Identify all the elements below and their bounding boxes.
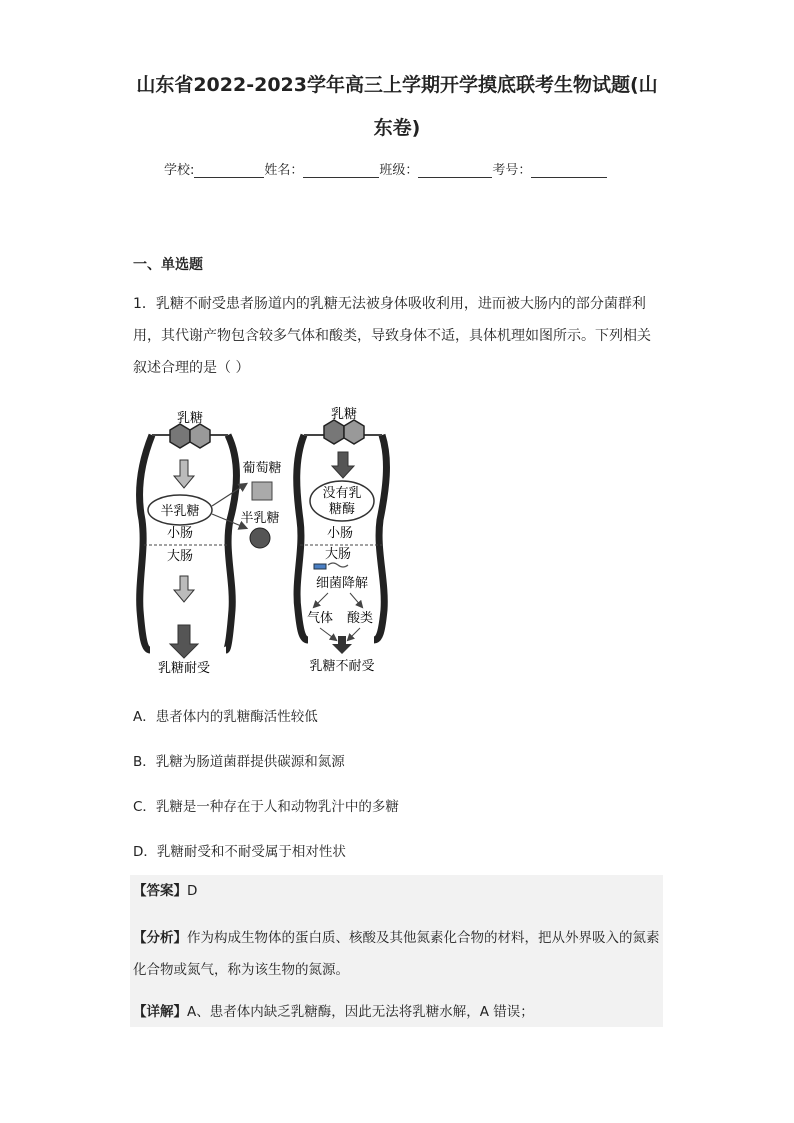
left-arrow-2 <box>174 576 194 602</box>
school-blank[interactable] <box>194 163 264 178</box>
section-title: 一、单选题 <box>133 257 203 273</box>
class-label: 班级： <box>379 163 419 178</box>
glucose-square <box>252 482 272 500</box>
analysis-text: 作为构成生物体的蛋白质、核酸及其他氮素化合物的材料，把从外界吸入的氮素化合物或氮气，称为该生物的氮源。 <box>133 930 660 978</box>
left-lactose-hexagon-1 <box>170 424 190 448</box>
class-blank[interactable] <box>418 163 492 178</box>
answer-value: D <box>187 883 198 899</box>
right-node-label-line1: 没有乳 <box>322 486 362 501</box>
left-arrow-3 <box>170 625 198 658</box>
detail-text: A、患者体内缺乏乳糖酶，因此无法将乳糖水解，A 错误； <box>187 1004 534 1020</box>
option-b: B．乳糖为肠道菌群提供碳源和氮源 <box>133 754 345 770</box>
analysis-tag: 【分析】 <box>133 930 187 946</box>
name-blank[interactable] <box>303 163 379 178</box>
right-top-label: 乳糖 <box>330 407 358 422</box>
exam-no-label: 考号： <box>492 163 532 178</box>
analysis-line <box>133 922 661 986</box>
right-intestine-wall-right <box>374 435 386 640</box>
detail-line <box>133 996 661 1028</box>
answer-tag: 【答案】 <box>133 883 187 899</box>
right-small-intestine-label: 小肠 <box>326 526 354 541</box>
option-c: C．乳糖是一种存在于人和动物乳汁中的多糖 <box>133 799 399 815</box>
page-title-line1: 山东省2022-2023学年高三上学期开学摸底联考生物试题(山 <box>136 74 658 96</box>
detail-tag: 【详解】 <box>133 1004 187 1020</box>
name-label: 姓名： <box>264 163 304 178</box>
left-top-label: 乳糖 <box>176 411 204 426</box>
left-small-intestine-label: 小肠 <box>166 526 194 541</box>
right-arrow-1 <box>332 452 354 478</box>
option-a: A．患者体内的乳糖酶活性较低 <box>133 709 318 725</box>
left-intestine-wall-left <box>140 435 152 650</box>
right-node-label-line2: 糖酶 <box>328 502 356 517</box>
right-large-intestine-label: 大肠 <box>324 547 352 562</box>
bacteria-icon <box>314 564 326 569</box>
option-d: D．乳糖耐受和不耐受属于相对性状 <box>133 844 346 860</box>
right-intestine-wall-left <box>297 435 308 640</box>
galactose-circle <box>250 528 270 548</box>
left-large-intestine-label: 大肠 <box>166 549 194 564</box>
school-label: 学校: <box>164 163 195 178</box>
right-lactose-hexagon-1 <box>324 420 344 444</box>
lactose-mechanism-figure <box>128 400 398 680</box>
left-bottom-label: 乳糖耐受 <box>157 661 211 676</box>
left-lactose-hexagon-2 <box>190 424 210 448</box>
question-text: 1．乳糖不耐受患者肠道内的乳糖无法被身体吸收利用，进而被大肠内的部分菌群利用，其代谢产物包含较多气体和酸类，导致身体不适，具体机理如图所示。下列相关叙述合理的是（ ） <box>133 296 651 376</box>
left-node-label: 半乳糖 <box>160 504 200 519</box>
acid-label: 酸类 <box>346 611 374 626</box>
exam-no-blank[interactable] <box>531 163 607 178</box>
galactose-label: 半乳糖 <box>240 511 280 526</box>
answer-line <box>133 875 661 907</box>
right-lactose-hexagon-2 <box>344 420 364 444</box>
page-title-line2: 东卷) <box>373 117 421 139</box>
bacteria-label: 细菌降解 <box>315 576 369 591</box>
left-arrow-1 <box>174 460 194 488</box>
student-info-row <box>164 159 607 178</box>
glucose-label: 葡萄糖 <box>242 461 282 476</box>
gas-label: 气体 <box>306 611 334 626</box>
left-intestine-wall-right <box>226 435 237 650</box>
right-bottom-label: 乳糖不耐受 <box>309 659 375 674</box>
